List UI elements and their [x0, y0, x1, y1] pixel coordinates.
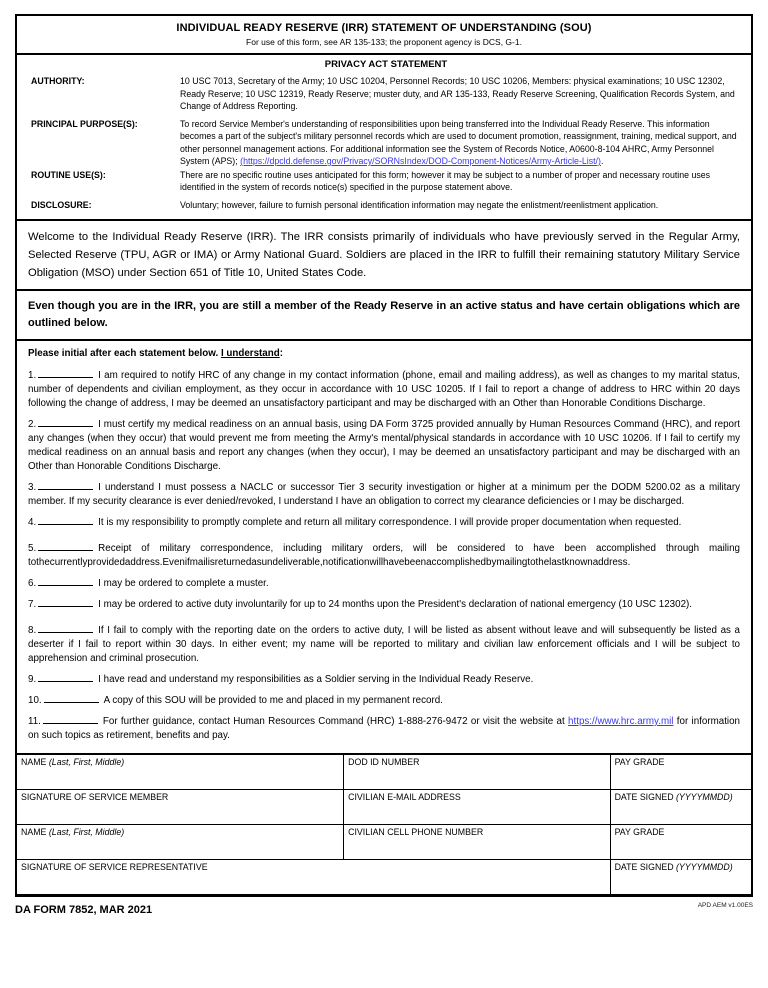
authority-label: AUTHORITY: [31, 76, 85, 86]
statement-5 [28, 542, 740, 570]
statement-number: 3. [28, 482, 37, 493]
statement-text: For further guidance, contact Human Resources Command (HRC) 1-888-276-9472 or visit the website at [102, 716, 569, 727]
privacy-row-disclosure [31, 199, 741, 212]
privacy-heading: PRIVACY ACT STATEMENT [324, 59, 448, 70]
statement-4 [28, 516, 740, 530]
sorn-link[interactable]: (https://dpcld.defense.gov/Privacy/SORNsIndex/DOD-Component-Notices/Army-Article-List/) [240, 156, 601, 166]
field-label: DOD ID NUMBER [348, 757, 420, 767]
initials-blank-11[interactable] [43, 715, 98, 724]
form-document [15, 14, 753, 897]
statement-text: Receipt of military correspondence, including military orders, will be considered to have been accomplished through mailing tothecurrentlyprovidedaddress.Evenifmailisreturnedasundeliverable,notificationwillhavebeenaccomplishedbymailingtothelastknownaddress. [28, 543, 740, 568]
table-row [17, 789, 751, 824]
initials-blank-4[interactable] [38, 516, 93, 525]
dod-id-field[interactable] [344, 754, 610, 789]
statement-1 [28, 369, 740, 411]
field-hint: (YYYYMMDD) [676, 791, 733, 802]
authority-text: 10 USC 7013, Secretary of the Army; 10 USC 10204, Personnel Records; 10 USC 10206, Members: physical examinations; 10 USC 12302, Ready Reserve; 10 USC 12319, Ready Reserve; muster duty, and AR 135-133, Ready Reserve Screening, Qualification Records System, and Change of Address Reporting. [180, 76, 735, 111]
initials-blank-6[interactable] [38, 577, 93, 586]
statement-number: 10. [28, 695, 42, 706]
statement-number: 4. [28, 517, 37, 528]
initials-blank-1[interactable] [38, 369, 93, 378]
routine-uses-text: There are no specific routine uses anticipated for this form; however it may be subject to a number of proper and necessary routine uses identified in the system of records notice(s) specified in the purpose statement above. [180, 169, 711, 192]
field-label: SIGNATURE OF SERVICE MEMBER [21, 791, 169, 802]
statement-text: I understand I must possess a NACLC or successor Tier 3 security investigation or higher at a minimum per the DODM 5200.02 as a military member. If my security clearance is ever denied/revoked, I understand I have an obligation to correct my clearance deficiencies or I may be discharged. [28, 482, 740, 507]
privacy-row-authority [31, 75, 741, 113]
table-row [17, 754, 751, 789]
field-label: NAME [21, 757, 49, 767]
field-label: NAME [21, 826, 49, 837]
pay-grade-field-2[interactable] [610, 824, 751, 859]
date-signed-field-1[interactable] [610, 789, 751, 824]
statement-2 [28, 418, 740, 474]
field-label: SIGNATURE OF SERVICE REPRESENTATIVE [21, 861, 208, 872]
email-field[interactable] [344, 789, 610, 824]
statement-number: 1. [28, 370, 37, 381]
routine-uses-label: ROUTINE USE(S): [31, 169, 106, 180]
statement-number: 11. [28, 716, 41, 727]
field-label: CIVILIAN CELL PHONE NUMBER [348, 826, 484, 837]
sorn-link-period: . [600, 156, 604, 166]
privacy-row-routine-uses [31, 169, 741, 194]
field-hint: (YYYYMMDD) [676, 861, 733, 872]
signature-representative-field[interactable] [17, 859, 610, 894]
statement-6 [28, 577, 740, 591]
version-label: APD AEM v1.00ES [697, 902, 753, 909]
principal-purpose-text [180, 118, 741, 168]
form-number: DA FORM 7852, MAR 2021 [15, 904, 153, 916]
statement-text: for information on such topics as retirement, benefits and pay. [28, 716, 740, 741]
initials-blank-2[interactable] [38, 418, 93, 427]
welcome-paragraph: Welcome to the Individual Ready Reserve (IRR). The IRR consists primarily of individuals who have previously served in the Regular Army, Selected Reserve (TPU, AGR or IMA) or Army National Guard. Soldiers are placed in the IRR to fulfill their remaining statutory Military Service Obligation (MSO) under Section 651 of Title 10, United States Code. [17, 219, 751, 289]
field-label: DATE SIGNED [614, 791, 676, 802]
statement-text: A copy of this SOU will be provided to me and placed in my permanent record. [103, 695, 443, 706]
statement-7 [28, 598, 740, 612]
statement-number: 8. [28, 625, 37, 636]
cell-phone-field[interactable] [344, 824, 610, 859]
field-label: PAY GRADE [614, 826, 665, 837]
statement-text: I have read and understand my responsibilities as a Soldier serving in the Individual Ready Reserve. [98, 674, 534, 685]
obligations-notice: Even though you are in the IRR, you are still a member of the Ready Reserve in an active status and have certain obligations which are outlined below. [17, 289, 751, 339]
initial-instruction [28, 347, 740, 361]
statement-text: If I fail to comply with the reporting date on the orders to active duty, I will be listed as absent without leave and will subsequently be listed as a deserter if I fail to report within 30 days. In either event; my name will be reported to military and civilian law enforcement officials and I will be subject to apprehension and criminal prosecution. [28, 625, 740, 664]
initials-blank-8[interactable] [38, 624, 93, 633]
statement-text: It is my responsibility to promptly complete and return all military correspondence. I will provide proper documentation when requested. [98, 517, 682, 528]
table-row [17, 859, 751, 894]
name-field-2[interactable] [17, 824, 344, 859]
field-hint: (Last, First, Middle) [48, 757, 125, 767]
form-footer [15, 901, 753, 916]
field-label: CIVILIAN E-MAIL ADDRESS [348, 791, 461, 802]
initials-blank-3[interactable] [38, 481, 93, 490]
privacy-row-principal-purpose [31, 118, 741, 168]
statement-number: 9. [28, 674, 37, 685]
initials-blank-10[interactable] [44, 694, 99, 703]
table-row [17, 824, 751, 859]
principal-purpose-body: To record Service Member's understanding of responsibilities upon being transferred into the Individual Ready Reserve. This information becomes a part of the subject's military personnel records which are used to document promotion, reassignment, training, medical support, and other personnel management actions. For additional information see the System of Records Notice, A0600-8-104 AHRC, Army Personnel System (APS); [180, 118, 737, 166]
initials-blank-9[interactable] [38, 673, 93, 682]
statement-number: 7. [28, 599, 37, 610]
statement-10 [28, 694, 740, 708]
signature-table [17, 753, 751, 894]
pay-grade-field-1[interactable] [610, 754, 751, 789]
initial-instruction-underlined: I understand [220, 348, 280, 359]
field-label: DATE SIGNED [614, 861, 676, 872]
initials-blank-5[interactable] [38, 542, 93, 551]
initial-instruction-lead: Please initial after each statement below. [28, 348, 221, 359]
statements-section [17, 339, 751, 753]
initial-instruction-colon: : [279, 348, 283, 359]
signature-member-field[interactable] [17, 789, 344, 824]
name-field-1[interactable] [17, 754, 344, 789]
statement-text: I must certify my medical readiness on an annual basis, using DA Form 3725 provided annually by Human Resources Command (HRC), and report any changes (when they occur) that would prevent me from meeting the Army's mental/physical standards in accordance with 10 USC 10206. If I fail to certify my medical readiness on an annual basis and report any changes (when they occur), I may be deemed an unsatisfactory participant and may be discharged with an Other than Honorable Conditions Discharge. [28, 419, 740, 472]
statement-text: I am required to notify HRC of any change in my contact information (phone, email and mailing address), as well as changes to my marital status, number of dependents and civilian employment, as they occur in accordance with 10 USC 10205. If I fail to report a change of address to HRC within 20 days following the change of address, I may be deemed an unsatisfactory participant and may be discharged with an Other than Honorable Conditions Discharge. [28, 370, 740, 409]
statement-text: I may be ordered to complete a muster. [98, 578, 269, 589]
statement-11 [28, 715, 740, 743]
disclosure-text: Voluntary; however, failure to furnish personal identification information may negate the enlistment/reenlistment application. [180, 199, 659, 210]
statement-text: I may be ordered to active duty involuntarily for up to 24 months upon the President's declaration of national emergency (10 USC 12302). [98, 599, 693, 610]
statement-number: 5. [28, 543, 37, 554]
statement-number: 2. [28, 419, 37, 430]
disclosure-label: DISCLOSURE: [31, 199, 92, 210]
statement-8 [28, 624, 740, 666]
hrc-website-link[interactable]: https://www.hrc.army.mil [568, 716, 674, 727]
statement-number: 6. [28, 578, 37, 589]
field-hint: (Last, First, Middle) [48, 826, 125, 837]
principal-purpose-label: PRINCIPAL PURPOSE(S): [31, 118, 138, 129]
form-subtitle: For use of this form, see AR 135-133; the proponent agency is DCS, G-1. [246, 37, 522, 47]
field-label: PAY GRADE [614, 757, 665, 767]
statement-3 [28, 481, 740, 509]
form-header [17, 16, 751, 53]
statement-9 [28, 673, 740, 687]
initials-blank-7[interactable] [38, 598, 93, 607]
privacy-act-section [17, 53, 751, 219]
form-title: INDIVIDUAL READY RESERVE (IRR) STATEMENT OF UNDERSTANDING (SOU) [176, 22, 592, 34]
date-signed-field-2[interactable] [610, 859, 751, 894]
